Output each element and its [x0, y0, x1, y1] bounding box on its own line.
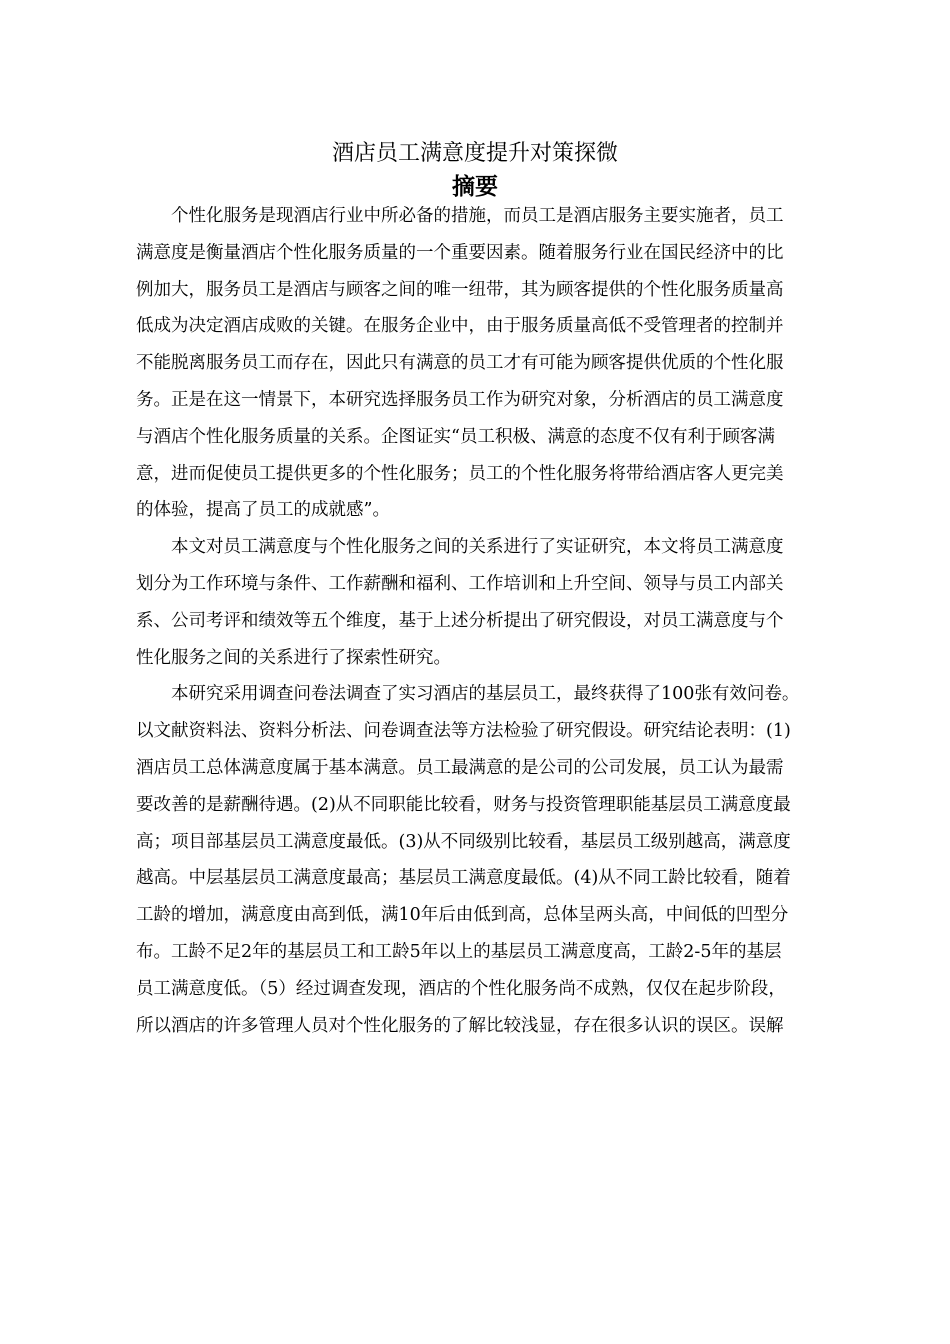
text-line: 高；项目部基层员工满意度最低。(3)从不同级别比较看，基层员工级别越高，满意度 [136, 831, 791, 852]
text-line: 满意度是衡量酒店个性化服务质量的一个重要因素。随着服务行业在国民经济中的比 [136, 242, 784, 263]
text-line: 以文献资料法、资料分析法、问卷调查法等方法检验了研究假设。研究结论表明：(1) [136, 721, 791, 742]
text-line: 不能脱离服务员工而存在，因此只有满意的员工才有可能为顾客提供优质的个性化服 [136, 353, 784, 374]
text-line: 低成为决定酒店成败的关键。在服务企业中，由于服务质量高低不受管理者的控制并 [136, 316, 784, 337]
text-line: 的体验，提高了员工的成就感”。 [136, 500, 390, 521]
text-line: 员工满意度低。（5）经过调查发现，酒店的个性化服务尚不成熟，仅仅在起步阶段， [136, 978, 786, 999]
text-line: 所以酒店的许多管理人员对个性化服务的了解比较浅显，存在很多认识的误区。误解 [136, 1015, 784, 1036]
text-line: 越高。中层基层员工满意度最高；基层员工满意度最低。(4)从不同工龄比较看，随着 [136, 868, 791, 889]
text-line: 工龄的增加，满意度由高到低，满10年后由低到高，总体呈两头高，中间低的凹型分 [136, 905, 789, 926]
text-line: 本研究采用调查问卷法调查了实习酒店的基层员工，最终获得了100张有效问卷。 [171, 684, 800, 705]
text-line: 要改善的是薪酬待遇。(2)从不同职能比较看，财务与投资管理职能基层员工满意度最 [136, 794, 791, 815]
abstract-paragraph [136, 529, 876, 676]
abstract-body [136, 198, 876, 1044]
abstract-paragraph [136, 676, 876, 1044]
text-line: 务。正是在这一情景下，本研究选择服务员工作为研究对象，分析酒店的员工满意度 [136, 389, 784, 410]
text-line: 与酒店个性化服务质量的关系。企图证实“员工积极、满意的态度不仅有利于顾客满 [136, 426, 775, 447]
text-line: 系、公司考评和绩效等五个维度，基于上述分析提出了研究假设，对员工满意度与个 [136, 610, 784, 631]
abstract-heading: 摘要 [452, 174, 498, 200]
text-line: 布。工龄不足2年的基层员工和工龄5年以上的基层员工满意度高，工龄2-5年的基层 [136, 941, 782, 962]
text-line: 性化服务之间的关系进行了探索性研究。 [136, 647, 451, 668]
text-line: 意，进而促使员工提供更多的个性化服务；员工的个性化服务将带给酒店客人更完美 [136, 463, 784, 484]
text-line: 个性化服务是现酒店行业中所必备的措施，而员工是酒店服务主要实施者，员工 [171, 206, 784, 226]
text-line: 酒店员工总体满意度属于基本满意。员工最满意的是公司的公司发展，员工认为最需 [136, 757, 784, 778]
text-line: 例加大，服务员工是酒店与顾客之间的唯一纽带，其为顾客提供的个性化服务质量高 [136, 279, 784, 300]
abstract-paragraph [136, 198, 876, 529]
text-line: 划分为工作环境与条件、工作薪酬和福利、工作培训和上升空间、领导与员工内部关 [136, 573, 784, 594]
text-line: 本文对员工满意度与个性化服务之间的关系进行了实证研究，本文将员工满意度 [171, 537, 784, 558]
document-title: 酒店员工满意度提升对策探微 [331, 141, 618, 166]
